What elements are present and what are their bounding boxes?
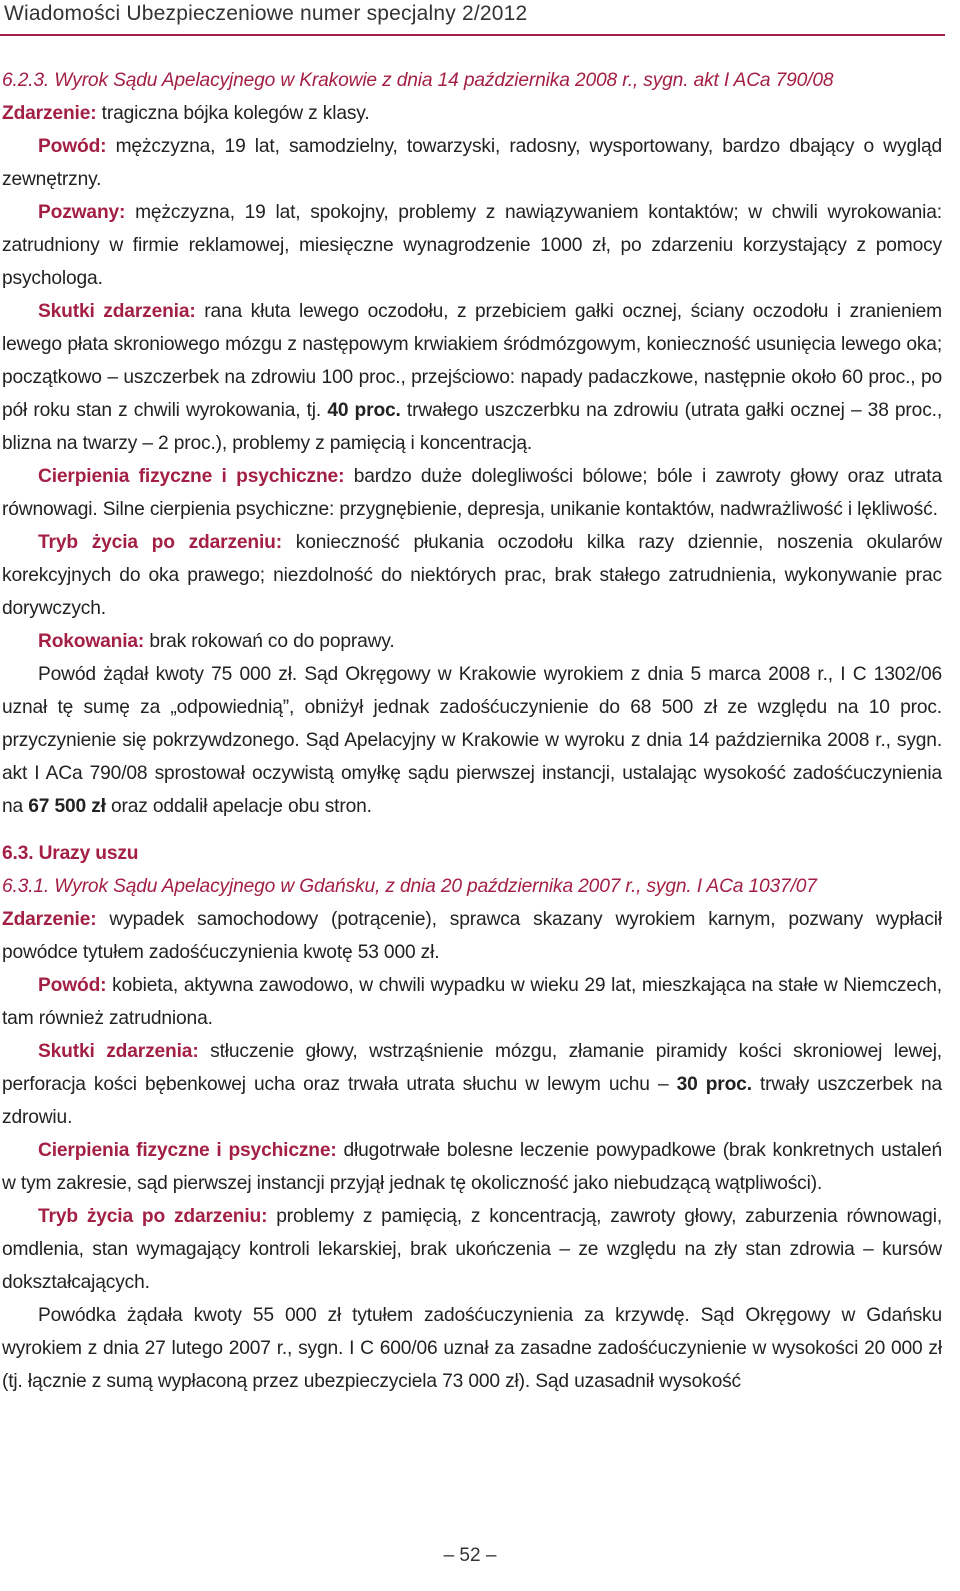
page-header [0, 0, 945, 36]
case1-ruling-text-b: oraz oddalił apelacje obu stron. [105, 796, 372, 817]
case2-effects [2, 1035, 942, 1134]
case1-suffering-label: Cierpienia fizyczne i psychiczne: [38, 466, 345, 487]
case1-effects-text-b: trwałego uszczerbku na zdrowiu (utrata gałki ocznej – 38 proc., blizna na twarzy – 2 proc.), problemy z pamięcią i koncentracją. [2, 400, 943, 454]
case1-heading: 6.2.3. Wyrok Sądu Apelacyjnego w Krakowie z dnia 14 października 2008 r., sygn. akt I ACa 790/08 [2, 70, 834, 91]
case1-effects-text-a: rana kłuta lewego oczodołu, z przebiciem gałki ocznej, ściany oczodołu i zranieniem lewego płata skroniowego mózgu z następowym krwiakiem śródmózgowym, konieczność usunięcia lewego oka; początkowo – uszczerbek na zdrowiu 100 proc., przejściowo: napady padaczkowe, następnie około 60 proc., po pół roku stan z chwili wyrokowania, tj. [2, 301, 942, 421]
case2-plaintiff-label: Powód: [38, 975, 107, 996]
case1-suffering [2, 460, 942, 526]
case2-suffering-label: Cierpienia fizyczne i psychiczne: [38, 1140, 337, 1161]
publication-title: Wiadomości Ubezpieczeniowe numer specjalny 2/2012 [4, 2, 528, 25]
case1-plaintiff [2, 130, 942, 196]
case1-defendant [2, 196, 942, 295]
case1-plaintiff-text: mężczyzna, 19 lat, samodzielny, towarzyski, radosny, wysportowany, bardzo dbający o wygląd zewnętrzny. [2, 136, 942, 190]
case1-defendant-text: mężczyzna, 19 lat, spokojny, problemy z nawiązywaniem kontaktów; w chwili wyrokowania: zatrudniony w firmie reklamowej, miesięczne wynagrodzenie 1000 zł, po zdarzeniu korzystający z pomocy psychologa. [2, 202, 942, 289]
case2-effects-text-b: trwały uszczerbek na zdrowiu. [2, 1074, 942, 1128]
case1-event-text: tragiczna bójka kolegów z klasy. [96, 103, 370, 124]
page-content [2, 64, 942, 1398]
case1-life [2, 526, 942, 625]
case1-life-label: Tryb życia po zdarzeniu: [38, 532, 282, 553]
case1-prognosis [2, 625, 942, 658]
case2-event-label: Zdarzenie: [2, 909, 97, 930]
case2-suffering-text: długotrwałe bolesne leczenie powypadkowe (brak konkretnych ustaleń w tym zakresie, sąd pierwszej instancji przyjął jednak tę okoliczność jako niebudzącą wątpliwości). [2, 1140, 942, 1194]
case2-event-text: wypadek samochodowy (potrącenie), sprawca skazany wyrokiem karnym, pozwany wypłacił powódce tytułem zadośćuczynienia kwotę 53 000 zł. [2, 909, 942, 963]
case2-life-label: Tryb życia po zdarzeniu: [38, 1206, 268, 1227]
case2-plaintiff [2, 969, 942, 1035]
case1-effects-bold: 40 proc. [327, 400, 401, 421]
case2-life [2, 1200, 942, 1299]
case2-effects-label: Skutki zdarzenia: [38, 1041, 199, 1062]
case2-life-text: problemy z pamięcią, z koncentracją, zawroty głowy, zaburzenia równowagi, omdlenia, stan wymagający kontroli lekarskiej, brak ukończenia – ze względu na zły stan zdrowia – kursów dokształcających. [2, 1206, 942, 1293]
case1-ruling-amount: 67 500 zł [28, 796, 106, 817]
case1-effects-label: Skutki zdarzenia: [38, 301, 196, 322]
case1-prognosis-label: Rokowania: [38, 631, 145, 652]
case1-suffering-text: bardzo duże dolegliwości bólowe; bóle i zawroty głowy oraz utrata równowagi. Silne cierpienia psychiczne: przygnębienie, depresja, unikanie kontaktów, nadwrażliwość i lękliwość. [2, 466, 942, 520]
page-number: – 52 – [443, 1545, 497, 1566]
case1-event [2, 97, 942, 130]
case1-event-label: Zdarzenie: [2, 103, 97, 124]
case1-life-text: konieczność płukania oczodołu kilka razy dziennie, noszenia okularów korekcyjnych do oka prawego; niezdolność do niektórych prac, brak stałego zatrudnienia, wykonywanie prac dorywczych. [2, 532, 943, 619]
case1-ruling [2, 658, 942, 823]
case2-effects-bold: 30 proc. [676, 1074, 752, 1095]
case1-plaintiff-label: Powód: [38, 136, 107, 157]
case2-ruling: Powódka żądała kwoty 55 000 zł tytułem zadośćuczynienia za krzywdę. Sąd Okręgowy w Gdańsku wyrokiem z dnia 27 lutego 2007 r., sygn. I C 600/06 uznał za zasadne zadośćuczynienie w wysokości 20 000 zł (tj. łącznie z sumą wypłaconą przez ubezpieczyciela 73 000 zł). Sąd uzasadnił wysokość [2, 1305, 942, 1392]
case2-plaintiff-text: kobieta, aktywna zawodowo, w chwili wypadku w wieku 29 lat, mieszkająca na stałe w Niemczech, tam również zatrudniona. [2, 975, 942, 1029]
case1-effects [2, 295, 942, 460]
case1-defendant-label: Pozwany: [38, 202, 126, 223]
case2-event [2, 903, 942, 969]
case2-effects-text-a: stłuczenie głowy, wstrząśnienie mózgu, złamanie piramidy kości skroniowej lewej, perforacja kości bębenkowej ucha oraz trwała utrata słuchu w lewym uchu – [2, 1041, 942, 1095]
section-title: 6.3. Urazy uszu [2, 843, 139, 864]
case1-ruling-text-a: Powód żądał kwoty 75 000 zł. Sąd Okręgowy w Krakowie wyrokiem z dnia 5 marca 2008 r., I C 1302/06 uznał tę sumę za „odpowiednią”, obniżył jednak zadośćuczynienie do 68 500 zł ze względu na 10 proc. przyczynienie się pokrzywdzonego. Sąd Apelacyjny w Krakowie w wyroku z dnia 14 października 2008 r., sygn. akt I ACa 790/08 sprostował oczywistą omyłkę sądu pierwszej instancji, ustalając wysokość zadośćuczynienia na [2, 664, 942, 817]
case2-heading: 6.3.1. Wyrok Sądu Apelacyjnego w Gdańsku, z dnia 20 października 2007 r., sygn. I ACa 1037/07 [2, 876, 817, 897]
case2-suffering [2, 1134, 942, 1200]
case1-prognosis-text: brak rokowań co do poprawy. [144, 631, 395, 652]
